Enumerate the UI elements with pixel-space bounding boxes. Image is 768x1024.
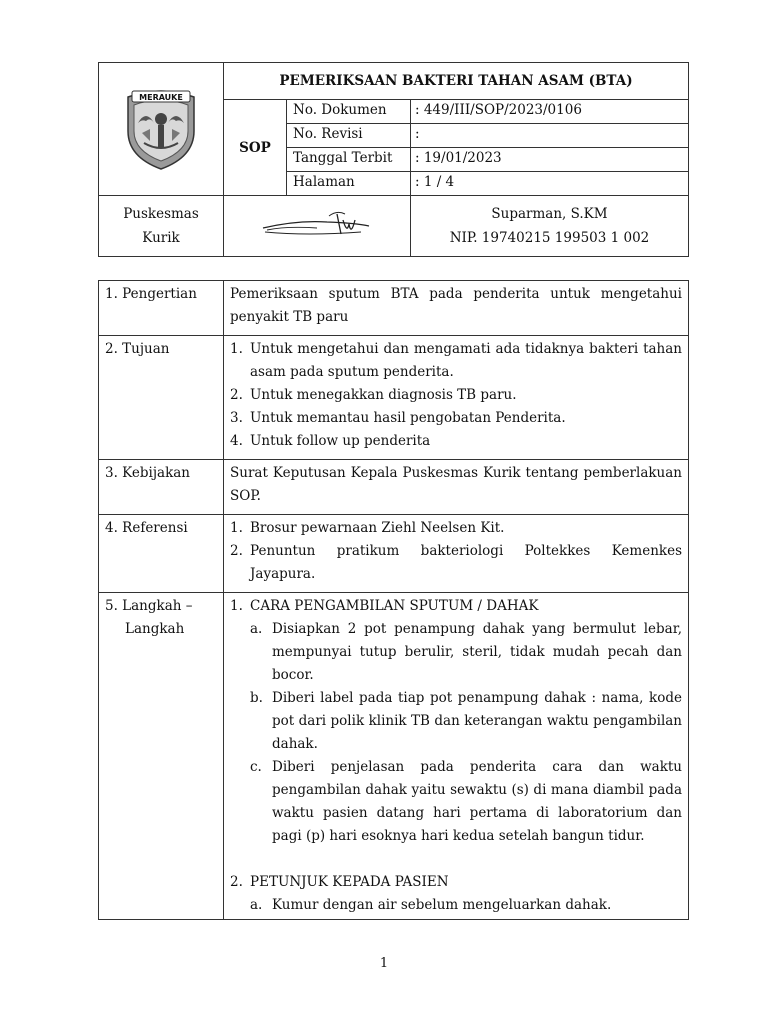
section-content-tujuan <box>224 336 689 460</box>
section-label-referensi: 4. Referensi <box>99 515 224 593</box>
list-item: 4. Untuk follow up penderita <box>230 433 431 449</box>
unit-location: Kurik <box>142 230 180 246</box>
unit-name: Puskesmas <box>123 206 199 222</box>
meta-value-dokumen: : 449/III/SOP/2023/0106 <box>411 100 689 124</box>
section-row-tujuan <box>99 336 689 460</box>
meta-label-halaman: Halaman <box>287 172 411 196</box>
header-table <box>98 62 689 257</box>
list-item: 3. Untuk memantau hasil pengobatan Penderita. <box>230 410 566 426</box>
signer-nip: NIP. 19740215 199503 1 002 <box>449 230 650 246</box>
section-label-kebijakan: 3. Kebijakan <box>99 460 224 515</box>
meta-label-tanggal: Tanggal Terbit <box>287 148 411 172</box>
step-item: b. Diberi label pada tiap pot penampung dahak : nama, kode pot dari polik klinik TB dan keterangan waktu pengambilan dahak. <box>250 690 682 752</box>
section-row-kebijakan <box>99 460 689 515</box>
section-text-pengertian: Pemeriksaan sputum BTA pada penderita untuk mengetahui penyakit TB paru <box>224 281 689 336</box>
step-item: c. Diberi penjelasan pada penderita cara dan waktu pengambilan dahak yaitu sewaktu (s) di mana diambil pada waktu pasien datang hari pertama di laboratorium dan pagi (p) hari esoknya hari kedua setelah bangun tidur. <box>250 759 682 844</box>
meta-label-revisi: No. Revisi <box>287 124 411 148</box>
step-group-title: 1. CARA PENGAMBILAN SPUTUM / DAHAK <box>230 598 539 614</box>
signature-icon <box>257 206 377 242</box>
step-item: a. Disiapkan 2 pot penampung dahak yang bermulut lebar, mempunyai tutup berulir, steril, tidak mudah pecah dan bocor. <box>250 621 682 683</box>
section-label-langkah: 5. Langkah – Langkah <box>99 593 224 920</box>
list-item: 2. Penuntun pratikum bakteriologi Poltekkes Kemenkes Jayapura. <box>230 543 682 582</box>
svg-text:MERAUKE: MERAUKE <box>139 93 183 102</box>
logo-cell <box>99 63 224 196</box>
section-label-tujuan: 2. Tujuan <box>99 336 224 460</box>
signer-cell <box>411 196 689 257</box>
signer-name: Suparman, S.KM <box>491 206 608 222</box>
section-content-langkah <box>224 593 689 920</box>
unit-cell <box>99 196 224 257</box>
merauke-emblem-icon <box>120 83 202 171</box>
meta-value-tanggal: : 19/01/2023 <box>411 148 689 172</box>
content-table <box>98 280 689 920</box>
step-item: a. Kumur dengan air sebelum mengeluarkan dahak. <box>250 897 612 913</box>
section-row-pengertian <box>99 281 689 336</box>
section-content-referensi <box>224 515 689 593</box>
meta-value-revisi: : <box>411 124 689 148</box>
meta-value-halaman: : 1 / 4 <box>411 172 689 196</box>
signature-cell <box>224 196 411 257</box>
meta-label-dokumen: No. Dokumen <box>287 100 411 124</box>
list-item: 1. Untuk mengetahui dan mengamati ada tidaknya bakteri tahan asam pada sputum penderita. <box>230 341 682 380</box>
list-item: 1. Brosur pewarnaan Ziehl Neelsen Kit. <box>230 520 505 536</box>
document-title: PEMERIKSAAN BAKTERI TAHAN ASAM (BTA) <box>224 63 689 100</box>
sop-label: SOP <box>224 100 287 196</box>
list-item: 2. Untuk menegakkan diagnosis TB paru. <box>230 387 517 403</box>
section-row-langkah <box>99 593 689 920</box>
section-text-kebijakan: Surat Keputusan Kepala Puskesmas Kurik tentang pemberlakuan SOP. <box>224 460 689 515</box>
section-label-pengertian: 1. Pengertian <box>99 281 224 336</box>
step-group-title: 2. PETUNJUK KEPADA PASIEN <box>230 874 449 890</box>
page-number: 1 <box>379 956 389 971</box>
section-row-referensi <box>99 515 689 593</box>
